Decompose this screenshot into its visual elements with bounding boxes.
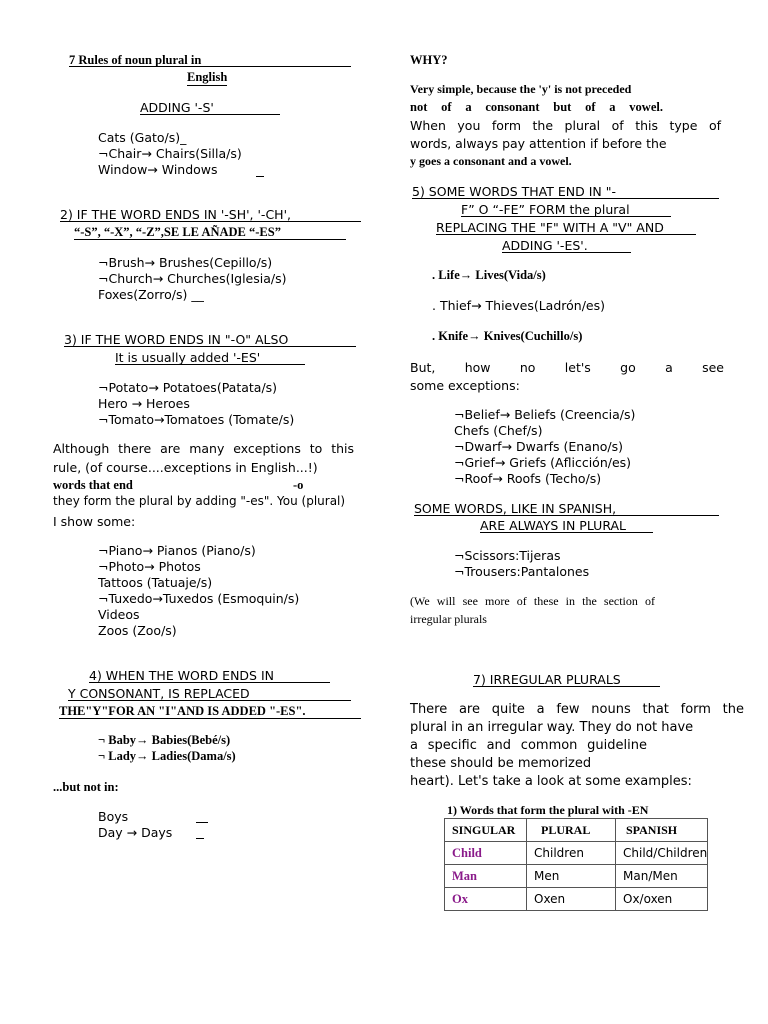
table-cell-spanish: Child/Children — [616, 842, 708, 865]
why-text: y goes a consonant and a vowel. — [410, 154, 572, 168]
title-line-1: 7 Rules of noun plural in — [69, 53, 202, 67]
list-item: ¬Piano→ Pianos (Piano/s) — [98, 543, 256, 558]
list-item: ¬Photo→ Photos — [98, 559, 201, 574]
table-cell-spanish: Man/Men — [616, 865, 708, 888]
paragraph-line: Although there are many exceptions to this — [53, 441, 354, 456]
why-text: When you form the plural of this type of — [410, 118, 721, 133]
exceptions-intro: some exceptions: — [410, 378, 520, 393]
section6-heading-1: SOME WORDS, LIKE IN SPANISH, — [414, 501, 617, 516]
section3-underline-2 — [115, 364, 305, 365]
why-heading: WHY? — [410, 53, 448, 67]
section5-heading-4: ADDING '-ES'. — [502, 238, 588, 253]
section5-heading-1: 5) SOME WORDS THAT END IN "- — [412, 184, 616, 199]
note-text: irregular plurals — [410, 612, 487, 626]
section5-underline-2 — [461, 216, 671, 217]
paragraph-line: they form the plural by adding "-es". You (plural) — [53, 494, 346, 508]
list-item: Zoos (Zoo/s) — [98, 623, 177, 638]
list-item: ¬ Baby→ Babies(Bebé/s) — [98, 733, 231, 747]
list-item: Day → Days — [98, 825, 173, 840]
section5-heading-2: F” O “-FE” FORM the plural — [461, 202, 630, 217]
paragraph-line: I show some: — [53, 514, 136, 529]
section4-underline-2 — [68, 700, 351, 701]
table-header-row — [445, 819, 708, 842]
title-line-2: English — [187, 70, 228, 84]
why-text: not of a consonant but of a vowel. — [410, 100, 663, 114]
section6-underline-1 — [414, 515, 719, 516]
list-item: ¬Belief→ Beliefs (Creencia/s) — [454, 407, 636, 422]
paragraph-line: words that end — [53, 478, 133, 492]
table-row — [445, 865, 708, 888]
list-item: ¬Tomato→Tomatoes (Tomate/s) — [98, 412, 295, 427]
table-title: 1) Words that form the plural with -EN — [447, 803, 649, 817]
irregular-plurals-table — [444, 818, 708, 911]
list-item: Foxes(Zorro/s) __ — [98, 287, 204, 302]
list-item: ¬Scissors:Tijeras — [454, 548, 561, 563]
paragraph-suffix: -o — [293, 478, 304, 492]
list-item: ¬Dwarf→ Dwarfs (Enano/s) — [454, 439, 624, 454]
but-not-label: ...but not in: — [53, 780, 119, 794]
section3-heading-1: 3) IF THE WORD ENDS IN "-O" ALSO — [64, 332, 289, 347]
title-underline-1 — [69, 66, 351, 67]
section4-underline-1 — [89, 682, 330, 683]
list-item: ¬Potato→ Potatoes(Patata/s) — [98, 380, 278, 395]
list-item: Hero → Heroes — [98, 396, 190, 411]
note-text: (We will see more of these in the section of — [410, 594, 655, 608]
list-item: ¬Trousers:Pantalones — [454, 564, 590, 579]
list-item: . Thief→ Thieves(Ladrón/es) — [432, 298, 605, 313]
section7-text: plural in an irregular way. They do not have — [410, 720, 694, 735]
why-text: Very simple, because the 'y' is not preceded — [410, 82, 632, 96]
paragraph-line: rule, (of course....exceptions in English...!) — [53, 460, 318, 475]
table-row — [445, 888, 708, 911]
table-header-cell: SINGULAR — [445, 819, 527, 842]
section2-underline-2 — [74, 239, 346, 240]
section6-underline-2 — [480, 532, 653, 533]
section4-underline-3 — [59, 718, 361, 719]
table-cell-plural: Men — [527, 865, 616, 888]
list-item: . Knife→ Knives(Cuchillo/s) — [432, 329, 583, 343]
list-item: Videos — [98, 607, 140, 622]
list-item: Window→ Windows — [98, 162, 218, 177]
section5-underline-3 — [436, 234, 696, 235]
section7-underline — [473, 686, 660, 687]
list-item: ¬ Lady→ Ladies(Dama/s) — [98, 749, 236, 763]
list-item: Chefs (Chef/s) — [454, 423, 543, 438]
section2-heading-2: “-S”, “-X”, “-Z”,SE LE AÑADE “-ES” — [74, 225, 281, 239]
list-item: ¬Church→ Churches(Iglesia/s) — [98, 271, 287, 286]
section7-text: heart). Let's take a look at some examples: — [410, 774, 692, 789]
section7-text: a specific and common guideline — [410, 738, 647, 753]
section3-heading-2: It is usually added '-ES' — [115, 350, 261, 365]
section7-text: these should be memorized — [410, 756, 592, 771]
section3-underline-1 — [64, 346, 356, 347]
list-item: ¬Grief→ Griefs (Aflicción/es) — [454, 455, 632, 470]
table-cell-plural: Oxen — [527, 888, 616, 911]
section7-heading: 7) IRREGULAR PLURALS — [473, 672, 621, 687]
table-header-cell: SPANISH — [616, 819, 708, 842]
table-cell-spanish: Ox/oxen — [616, 888, 708, 911]
section4-heading-2: Y CONSONANT, IS REPLACED — [68, 686, 250, 701]
list-item: ¬Tuxedo→Tuxedos (Esmoquin/s) — [98, 591, 300, 606]
table-cell-singular: Child — [445, 842, 527, 865]
section2-underline-1 — [60, 221, 361, 222]
list-item: Tattoos (Tatuaje/s) — [98, 575, 213, 590]
blank-line — [256, 176, 264, 177]
list-item: ¬Brush→ Brushes(Cepillo/s) — [98, 255, 273, 270]
section5-underline-4 — [502, 252, 631, 253]
why-text: words, always pay attention if before the — [410, 136, 667, 151]
section1-underline — [140, 114, 280, 115]
section5-underline-1 — [412, 198, 719, 199]
table-cell-plural: Children — [527, 842, 616, 865]
table-header-cell: PLURAL — [527, 819, 616, 842]
section7-text: There are quite a few nouns that form the — [410, 702, 744, 717]
list-item: Cats (Gato/s)_ — [98, 130, 187, 145]
list-item: Boys — [98, 809, 129, 824]
table-cell-singular: Man — [445, 865, 527, 888]
list-item: . Life→ Lives(Vida/s) — [432, 268, 546, 282]
blank-line — [196, 822, 208, 823]
table-row — [445, 842, 708, 865]
exceptions-intro: But, how no let's go a see — [410, 360, 724, 375]
table-cell-singular: Ox — [445, 888, 527, 911]
list-item: ¬Chair→ Chairs(Silla/s) — [98, 146, 242, 161]
section5-heading-3: REPLACING THE "F" WITH A "V" AND — [436, 220, 664, 235]
section2-heading-1: 2) IF THE WORD ENDS IN '-SH', '-CH', — [60, 207, 291, 222]
section1-heading: ADDING '-S' — [140, 100, 214, 115]
list-item: ¬Roof→ Roofs (Techo/s) — [454, 471, 602, 486]
section6-heading-2: ARE ALWAYS IN PLURAL — [480, 518, 627, 533]
blank-line — [196, 838, 204, 839]
section4-heading-3: THE"Y"FOR AN "I"AND IS ADDED "-ES". — [59, 704, 306, 718]
section4-heading-1: 4) WHEN THE WORD ENDS IN — [89, 668, 274, 683]
